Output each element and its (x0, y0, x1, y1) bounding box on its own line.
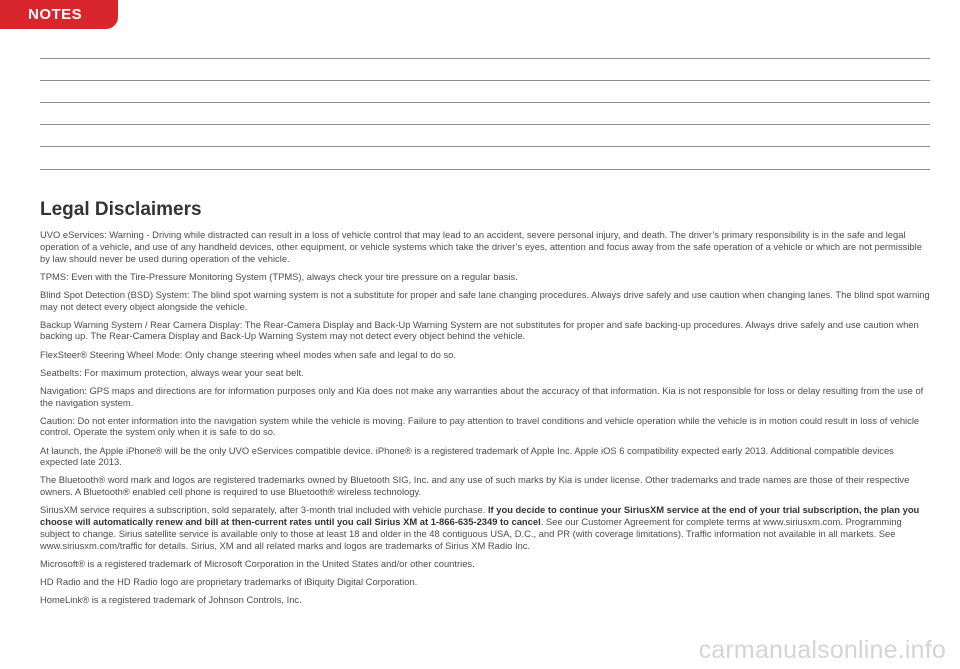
note-line (40, 80, 930, 81)
watermark: carmanualsonline.info (698, 636, 946, 664)
disclaimer-homelink: HomeLink® is a registered trademark of Johnson Controls, Inc. (40, 593, 302, 605)
legal-disclaimers-heading: Legal Disclaimers (40, 199, 202, 220)
disclaimer-hd-radio: HD Radio and the HD Radio logo are proprietary trademarks of iBiquity Digital Corporation. (40, 575, 418, 587)
note-line (40, 102, 930, 103)
siriusxm-intro: SiriusXM service requires a subscription, sold separately, after 3-month trial included with vehicle purchase. (40, 504, 488, 516)
disclaimer-flexsteer: FlexSteer® Steering Wheel Mode: Only change steering wheel modes when safe and legal to do so. (40, 348, 456, 360)
disclaimer-bluetooth: The Bluetooth® word mark and logos are registered trademarks owned by Bluetooth SIG, Inc. and any use of such marks by Kia is under license. Other trademarks and trade names are those of their respective owners. A Bluetooth® enabled cell phone is required to use Bluetooth® wireless technology. (40, 474, 910, 498)
notes-tab-label: NOTES (28, 6, 83, 23)
note-line (40, 58, 930, 59)
disclaimer-microsoft: Microsoft® is a registered trademark of Microsoft Corporation in the United States and/or other countries. (40, 557, 475, 569)
disclaimer-seatbelts: Seatbelts: For maximum protection, always wear your seat belt. (40, 366, 304, 378)
legal-body (40, 229, 932, 612)
disclaimer-navigation: Navigation: GPS maps and directions are for information purposes only and Kia does not make any warranties about the accuracy of that information. Kia is not responsible for loss or delay resulting from the use of the navigation system. (40, 384, 924, 408)
disclaimer-uvo: UVO eServices: Warning - Driving while distracted can result in a loss of vehicle control that may lead to an accident, severe personal injury, and death. The driver’s primary responsibility is in the safe and legal operation of a vehicle, and use of any handheld devices, other equipment, or vehicle systems which take the driver’s eyes, attention and focus away from the safe operation of a vehicle or which are not permissible by law should never be used during operation of the vehicle. (40, 229, 922, 264)
disclaimer-siriusxm (40, 504, 932, 551)
siriusxm-rest: . See our Customer Agreement for complete terms at www.siriusxm.com. Programming subject to change. Sirius satellite service is available only to those at least 18 and older in the 48 contiguous USA, D.C., and PR (with coverage limitations). Traffic information not available in all markets. See www.siriusxm.com/traffic for details. Sirius, XM and all related marks and logos are trademarks of Sirius XM Radio Inc. (40, 516, 902, 551)
disclaimer-bsd: Blind Spot Detection (BSD) System: The blind spot warning system is not a substitute for proper and safe lane changing procedures. Always drive safely and use caution when changing lanes. The blind spot warning may not detect every object alongside the vehicle. (40, 288, 930, 312)
disclaimer-backup: Backup Warning System / Rear Camera Display: The Rear-Camera Display and Back-Up Warning System are not substitutes for proper and safe backing-up procedures. Always drive safely and use caution when backing up. The Rear-Camera Display and Back-Up Warning System may not detect every object behind the vehicle. (40, 318, 919, 342)
notes-tab (0, 0, 118, 29)
note-line (40, 124, 930, 125)
siriusxm-bold-notice: If you decide to continue your SiriusXM service at the end of your trial subscription, the plan you choose will automatically renew and bill at then-current rates until you call Sirius XM at 1-866-635-2349 to cancel (40, 504, 920, 528)
disclaimer-iphone: At launch, the Apple iPhone® will be the only UVO eServices compatible device. iPhone® is a registered trademark of Apple Inc. Apple iOS 6 compatibility expected early 2013. Additional compatible devices expected late 2013. (40, 444, 894, 468)
note-line (40, 169, 930, 170)
disclaimer-caution: Caution: Do not enter information into the navigation system while the vehicle is moving. Failure to pay attention to travel conditions and vehicle operation while the vehicle is in motion could result in loss of vehicle control. Operate the system only when it is safe to do so. (40, 414, 920, 438)
note-line (40, 146, 930, 147)
disclaimer-tpms: TPMS: Even with the Tire-Pressure Monitoring System (TPMS), always check your tire pressure on a regular basis. (40, 270, 518, 282)
